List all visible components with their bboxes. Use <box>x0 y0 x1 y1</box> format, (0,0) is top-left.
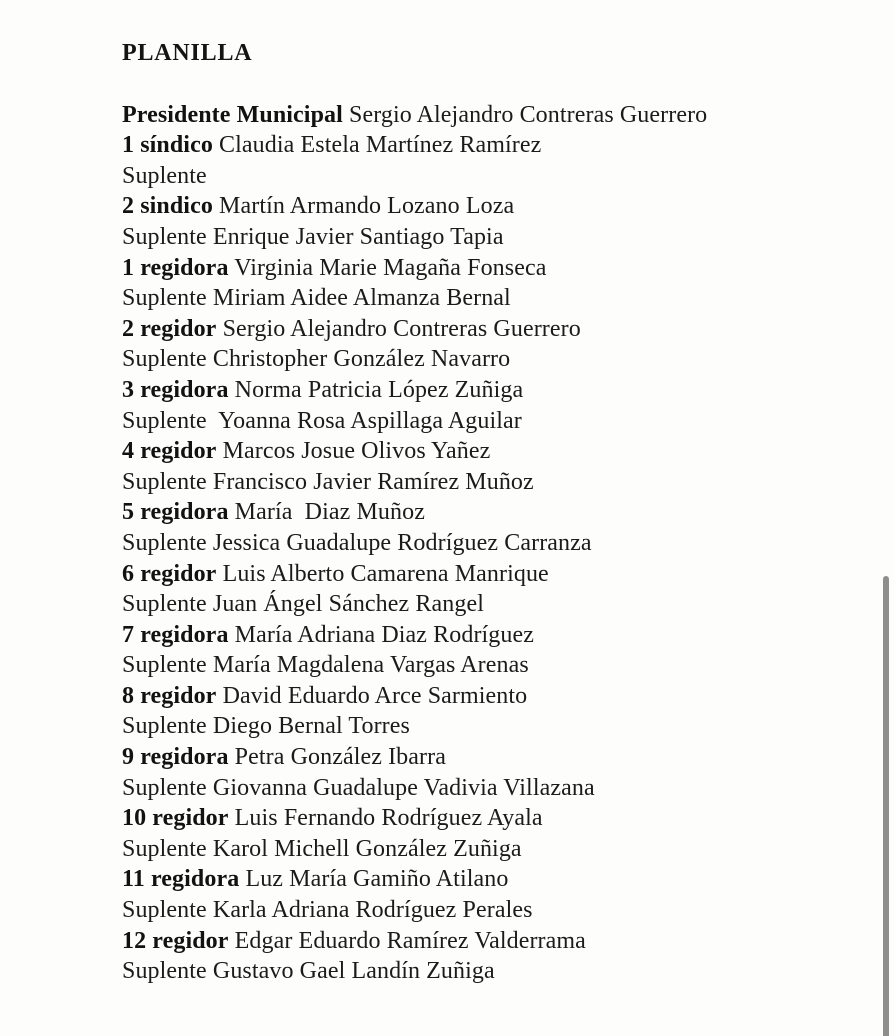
candidate-name: Suplente Juan Ángel Sánchez Rangel <box>122 591 484 618</box>
candidate-name: David Eduardo Arce Sarmiento <box>222 682 528 709</box>
position-label: 7 regidora <box>122 621 229 648</box>
candidate-name: Edgar Eduardo Ramírez Valderrama <box>234 927 586 954</box>
candidate-name: Suplente Christopher González Navarro <box>122 346 511 373</box>
roster-line <box>122 375 834 406</box>
candidate-name: Petra González Ibarra <box>234 744 446 771</box>
roster-line <box>122 803 834 834</box>
position-label: 12 regidor <box>122 927 229 954</box>
candidate-name: Suplente Jessica Guadalupe Rodríguez Carranza <box>122 529 592 556</box>
candidate-name: Marcos Josue Olivos Yañez <box>222 438 491 465</box>
scrollbar-thumb[interactable] <box>883 576 889 1036</box>
candidate-name: Suplente Enrique Javier Santiago Tapia <box>122 223 504 250</box>
roster-line <box>122 283 834 314</box>
position-label: 4 regidor <box>122 438 217 465</box>
candidate-name: Martín Armando Lozano Loza <box>219 193 515 220</box>
candidate-name: Suplente Gustavo Gael Landín Zuñiga <box>122 958 495 985</box>
candidate-name: Suplente Francisco Javier Ramírez Muñoz <box>122 468 534 495</box>
candidate-name: Norma Patricia López Zuñiga <box>234 376 524 403</box>
roster-line <box>122 742 834 773</box>
candidate-name: Suplente <box>122 162 207 189</box>
roster-line <box>122 620 834 651</box>
candidate-name: Suplente María Magdalena Vargas Arenas <box>122 652 529 679</box>
roster-line <box>122 497 834 528</box>
roster-line <box>122 895 834 926</box>
roster-line <box>122 589 834 620</box>
candidate-name: Suplente Karla Adriana Rodríguez Perales <box>122 897 533 924</box>
position-label: 1 regidora <box>122 254 229 281</box>
roster-line <box>122 559 834 590</box>
position-label: 5 regidora <box>122 499 229 526</box>
candidate-name: Luis Alberto Camarena Manrique <box>222 560 549 587</box>
candidate-name: Suplente Giovanna Guadalupe Vadivia Villazana <box>122 774 595 801</box>
roster-line <box>122 926 834 957</box>
candidate-name: Luz María Gamiño Atilano <box>245 866 509 893</box>
candidate-name: Virginia Marie Magaña Fonseca <box>234 254 547 281</box>
roster-list <box>122 100 834 987</box>
candidate-name: Suplente Miriam Aidee Almanza Bernal <box>122 285 511 312</box>
roster-line <box>122 681 834 712</box>
candidate-name: Suplente Karol Michell González Zuñiga <box>122 835 522 862</box>
position-label: 11 regidora <box>122 866 240 893</box>
candidate-name: Suplente Yoanna Rosa Aspillaga Aguilar <box>122 407 522 434</box>
position-label: 9 regidora <box>122 744 229 771</box>
position-label: 10 regidor <box>122 805 229 832</box>
candidate-name: Sergio Alejandro Contreras Guerrero <box>222 315 581 342</box>
roster-line <box>122 344 834 375</box>
position-label: 8 regidor <box>122 682 217 709</box>
position-label: 2 sindico <box>122 193 213 220</box>
roster-line <box>122 222 834 253</box>
scrollbar-track[interactable] <box>874 0 894 1024</box>
position-label: 6 regidor <box>122 560 217 587</box>
position-label: 2 regidor <box>122 315 217 342</box>
candidate-name: Luis Fernando Rodríguez Ayala <box>234 805 543 832</box>
position-label: 3 regidora <box>122 376 229 403</box>
roster-line <box>122 864 834 895</box>
roster-line <box>122 834 834 865</box>
candidate-name: Sergio Alejandro Contreras Guerrero <box>349 101 708 128</box>
candidate-name: María Diaz Muñoz <box>234 499 425 526</box>
position-label: 1 síndico <box>122 132 213 159</box>
candidate-name: Suplente Diego Bernal Torres <box>122 713 410 740</box>
roster-line <box>122 253 834 284</box>
roster-line <box>122 528 834 559</box>
roster-line <box>122 100 834 131</box>
roster-line <box>122 191 834 222</box>
roster-line <box>122 956 834 987</box>
position-label: Presidente Municipal <box>122 101 343 128</box>
roster-line <box>122 650 834 681</box>
roster-line <box>122 406 834 437</box>
roster-line <box>122 161 834 192</box>
page-title: PLANILLA <box>122 40 253 66</box>
roster-line <box>122 773 834 804</box>
roster-line <box>122 436 834 467</box>
roster-line <box>122 711 834 742</box>
candidate-name: Claudia Estela Martínez Ramírez <box>219 132 542 159</box>
roster-line <box>122 467 834 498</box>
candidate-name: María Adriana Diaz Rodríguez <box>234 621 535 648</box>
roster-line <box>122 130 834 161</box>
roster-line <box>122 314 834 345</box>
